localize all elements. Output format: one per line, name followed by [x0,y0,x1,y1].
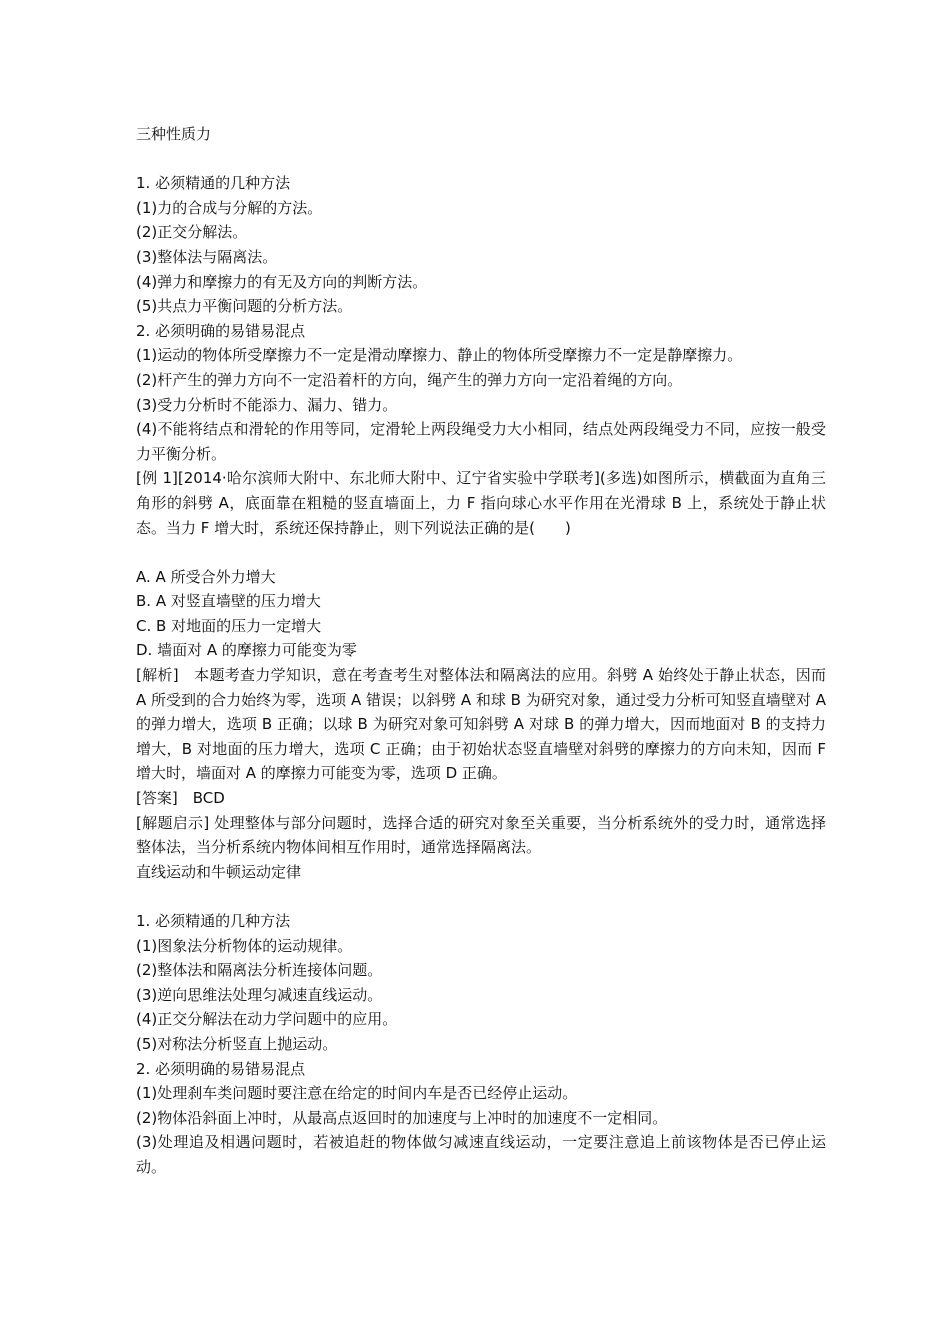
method-item: (2)整体法和隔离法分析连接体问题。 [136,961,383,980]
blank-line [136,147,826,172]
methods-heading: 1. 必须精通的几种方法 [136,174,291,193]
method-item: (1)力的合成与分解的方法。 [136,198,323,217]
option-a: A. A 所受合外力增大 [136,567,276,586]
method-item: (4)正交分解法在动力学问题中的应用。 [136,1010,398,1029]
method-item: (2)正交分解法。 [136,223,248,242]
pitfalls-heading: 2. 必须明确的易错易混点 [136,321,306,340]
method-item: (5)对称法分析竖直上抛运动。 [136,1034,338,1053]
method-item: (5)共点力平衡问题的分析方法。 [136,297,353,316]
pitfall-item: (2)物体沿斜面上冲时，从最高点返回时的加速度与上冲时的加速度不一定相同。 [136,1108,668,1127]
example-question: [例 1][2014·哈尔滨师大附中、东北师大附中、辽宁省实验中学联考](多选)如图所示，横截面为直角三角形的斜劈 A，底面靠在粗糙的竖直墙面上，力 F 指向球心水平作用在光滑球 B 上，系统处于静止状态。当力 F 增大时，系统还保持静止，则下列说法正确的是( ) [136,469,826,537]
method-item: (3)逆向思维法处理匀减速直线运动。 [136,985,383,1004]
method-item: (3)整体法与隔离法。 [136,247,278,266]
section-title: 三种性质力 [136,125,212,143]
pitfall-item: (1)运动的物体所受摩擦力不一定是滑动摩擦力、静止的物体所受摩擦力不一定是静摩擦力。 [136,346,743,365]
method-item: (4)弹力和摩擦力的有无及方向的判断方法。 [136,272,428,291]
pitfall-item: (1)处理刹车类问题时要注意在给定的时间内车是否已经停止运动。 [136,1084,578,1103]
pitfall-item: (4)不能将结点和滑轮的作用等同，定滑轮上两段绳受力大小相同，结点处两段绳受力不同，应按一般受力平衡分析。 [136,420,826,463]
option-b: B. A 对竖直墙壁的压力增大 [136,592,321,611]
section-title: 直线运动和牛顿运动定律 [136,862,302,881]
pitfall-item: (2)杆产生的弹力方向不一定沿着杆的方向，绳产生的弹力方向一定沿着绳的方向。 [136,370,683,389]
method-item: (1)图象法分析物体的运动规律。 [136,936,353,955]
document-body [136,122,826,1180]
methods-heading: 1. 必须精通的几种方法 [136,912,291,930]
blank-line [136,540,826,565]
pitfall-item: (3)处理追及相遇问题时，若被追赶的物体做匀减速直线运动，一定要注意追上前该物体是否已停止运动。 [136,1133,826,1176]
insight-paragraph: [解题启示] 处理整体与部分问题时，选择合适的研究对象至关重要，当分析系统外的受力时，通常选择整体法，当分析系统内物体间相互作用时，通常选择隔离法。 [136,813,826,857]
blank-line [136,884,826,909]
answer-line: [答案] BCD [136,789,225,808]
pitfall-item: (3)受力分析时不能添力、漏力、错力。 [136,395,398,414]
pitfalls-heading: 2. 必须明确的易错易混点 [136,1059,306,1078]
option-c: C. B 对地面的压力一定增大 [136,616,322,635]
analysis-paragraph: [解析] 本题考查力学知识，意在考查考生对整体法和隔离法的应用。斜劈 A 始终处于静止状态，因而 A 所受到的合力始终为零，选项 A 错误；以斜劈 A 和球 B 为研究对象，通过受力分析可知竖直墙壁对 A 的弹力增大，选项 B 正确；以球 B 为研究对象可知斜劈 A 对球 B 的弹力增大，因而地面对 B 的支持力增大，B 对地面的压力增大，选项 C 正确；由于初始状态竖直墙壁对斜劈的摩擦力的方向未知，因而 F 增大时，墙面对 A 的摩擦力可能变为零，选项 D 正确。 [136,666,826,783]
option-d: D. 墙面对 A 的摩擦力可能变为零 [136,641,357,660]
